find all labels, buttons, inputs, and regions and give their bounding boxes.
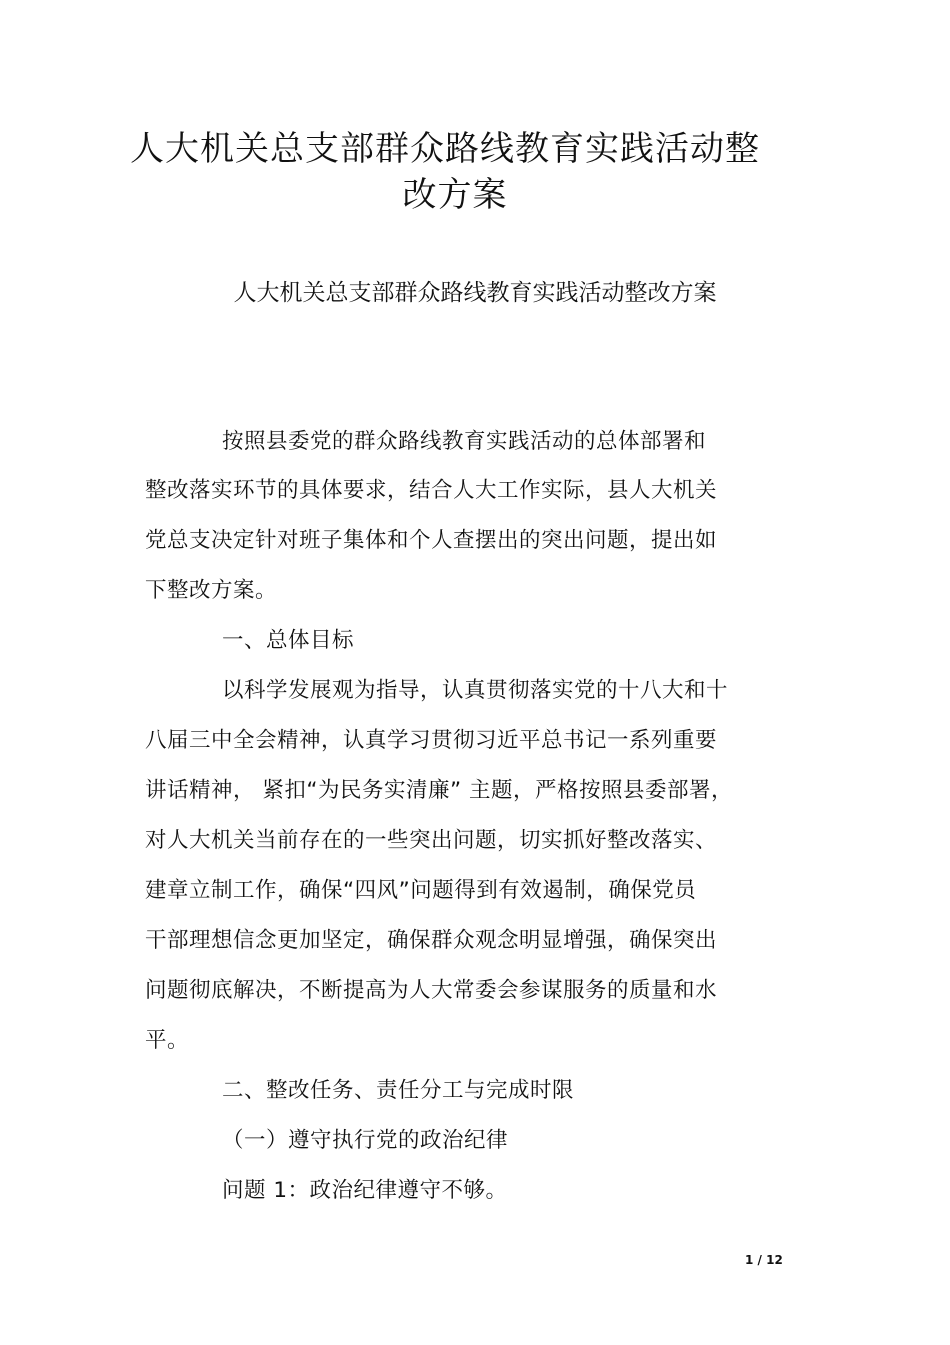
section-heading: 二、整改任务、责任分工与完成时限 xyxy=(222,1078,575,1103)
paragraph-line: 八届三中全会精神，认真学习贯彻习近平总书记一系列重要 xyxy=(145,728,718,753)
document-title-line-2: 改方案 xyxy=(402,175,508,215)
paragraph-line: 整改落实环节的具体要求，结合人大工作实际，县人大机关 xyxy=(145,478,718,503)
paragraph-line: 下整改方案。 xyxy=(145,578,278,603)
subsection-heading: （一）遵守执行党的政治纪律 xyxy=(222,1128,509,1153)
page-number: 1 / 12 xyxy=(745,1253,783,1267)
paragraph-line: 问题彻底解决，不断提高为人大常委会参谋服务的质量和水 xyxy=(145,978,718,1003)
paragraph-line: 建章立制工作，确保“四风”问题得到有效遏制，确保党员 xyxy=(145,878,697,903)
paragraph-line: 平。 xyxy=(145,1028,190,1053)
document-subtitle: 人大机关总支部群众路线教育实践活动整改方案 xyxy=(233,280,717,306)
paragraph-line: 对人大机关当前存在的一些突出问题，切实抓好整改落实、 xyxy=(145,828,718,853)
document-title-line-1: 人大机关总支部群众路线教育实践活动整 xyxy=(130,129,760,169)
paragraph-line: 干部理想信念更加坚定，确保群众观念明显增强，确保突出 xyxy=(145,928,718,953)
problem-heading: 问题 1：政治纪律遵守不够。 xyxy=(222,1178,508,1203)
paragraph-line: 按照县委党的群众路线教育实践活动的总体部署和 xyxy=(222,429,707,454)
section-heading: 一、总体目标 xyxy=(222,628,355,653)
paragraph-line: 讲话精神， 紧扣“为民务实清廉” 主题，严格按照县委部署， xyxy=(145,778,733,803)
paragraph-line: 党总支决定针对班子集体和个人查摆出的突出问题，提出如 xyxy=(145,528,718,553)
paragraph-line: 以科学发展观为指导，认真贯彻落实党的十八大和十 xyxy=(222,678,729,703)
